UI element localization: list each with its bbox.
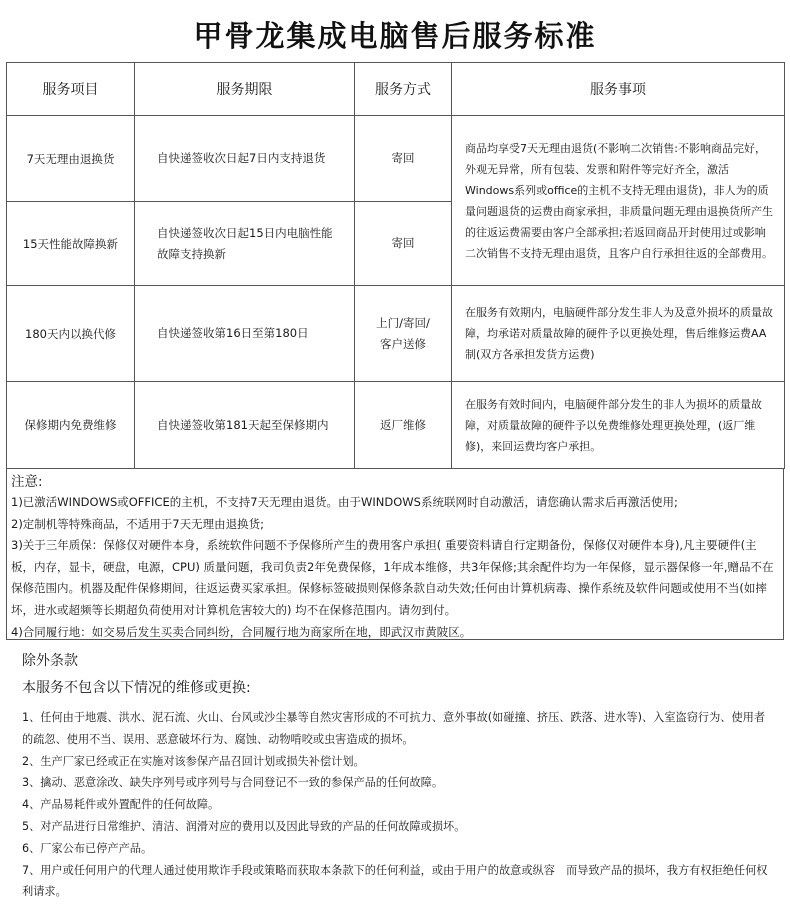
notice-item: 4)合同履行地：如交易后发生买卖合同纠纷，合同履行地为商家所在地，即武汉市黄陂区。 <box>11 624 472 639</box>
notice-item: 3)关于三年质保：保修仅对硬件本身，系统软件问题不予保修所产生的费用客户承担( 重要资料请自行定期备份，保修仅对硬件本身),凡主要硬件(主板，内存，显卡，硬盘，电源，CPU) 质量问题，我司负责2年免费保修，1年成本维修，共3年保修;其余配件均为一年保修，显示器保修一年,赠品不在保修范围内。机器及配件保修期间，往返运费买家承担。保修标签破损则保修条款自动失效;任何由计算机病毒、操作系统及软件问题或使用不当(如摔坏，进水或超频等长期超负荷使用对计算机危害较大的) 均不在保修范围内。请勿到付。 <box>11 538 774 617</box>
exclusion-item: 1、任何由于地震、洪水、泥石流、火山、台风或沙尘暴等自然灾害形成的不可抗力、意外事故(如碰撞、挤压、跌落、进水等)、入室盗窃行为、使用者的疏忽、使用不当、误用、恶意破坏行为、腐蚀、动物啃咬或虫害造成的损坏。 <box>22 711 766 746</box>
row-item: 保修期内免费维修 <box>7 382 135 469</box>
header-service-item: 服务项目 <box>7 63 135 116</box>
exclusion-item: 6、厂家公布已停产产品。 <box>22 841 153 855</box>
row-period: 自快递签收次日起7日内支持退货 <box>135 116 355 202</box>
exclusions-subtitle: 本服务不包含以下情况的维修或更换: <box>22 680 251 696</box>
exclusion-item: 4、产品易耗件或外置配件的任何故障。 <box>22 798 220 812</box>
table-row <box>7 116 785 202</box>
table-row <box>7 382 785 469</box>
exclusion-item: 7、用户或任何用户的代理人通过使用欺诈手段或策略而获取本条款下的任何利益，或由于用户的故意或纵容 而导致产品的损坏，我方有权拒绝任何权利请求。 <box>22 863 768 899</box>
exclusions-section <box>22 650 774 903</box>
row-method: 寄回 <box>355 202 452 286</box>
header-service-method: 服务方式 <box>355 63 452 116</box>
row-notes: 商品均享受7天无理由退货(不影响二次销售:不影响商品完好，外观无异常，所有包装、发票和附件等完好齐全，激活Windows系列或office的主机不支持无理由退货)，非人为的质量问题退货的运费由商家承担，非质量问题无理由退换货所产生的往返运费需要由客户全部承担;若返回商品开封使用过或影响二次销售不支持无理由退货，且客户自行承担往返的全部费用。 <box>452 116 785 286</box>
table-header-row <box>7 63 785 116</box>
notice-item: 2)定制机等特殊商品，不适用于7天无理由退换货; <box>11 516 264 531</box>
row-period: 自快递签收第16日至第180日 <box>135 286 355 382</box>
row-notes: 在服务有效时间内，电脑硬件部分发生的非人为损坏的质量故障，对质量故障的硬件予以免费维修处理更换处理，(返厂维修)，来回运费均客户承担。 <box>452 382 785 469</box>
notice-item: 1)已激活WINDOWS或OFFICE的主机，不支持7天无理由退货。由于WINDOWS系统联网时自动激活，请您确认需求后再激活使用; <box>11 495 678 509</box>
table-row <box>7 286 785 382</box>
service-table <box>6 62 785 469</box>
header-service-notes: 服务事项 <box>452 63 785 116</box>
row-item: 180天内以换代修 <box>7 286 135 382</box>
row-item: 15天性能故障换新 <box>7 202 135 286</box>
page-title: 甲骨龙集成电脑售后服务标准 <box>193 19 597 53</box>
row-period: 自快递签收第181天起至保修期内 <box>135 382 355 469</box>
exclusion-item: 2、生产厂家已经或正在实施对该参保产品召回计划或损失补偿计划。 <box>22 754 365 768</box>
exclusion-item: 5、对产品进行日常维护、清洁、润滑对应的费用以及因此导致的产品的任何故障或损坏。 <box>22 819 466 833</box>
row-method: 寄回 <box>355 116 452 202</box>
exclusion-item: 3、擒动、恶意涂改、缺失序列号或序列号与合同登记不一致的参保产品的任何故障。 <box>22 776 444 790</box>
row-period: 自快递签收次日起15日内电脑性能故障支持换新 <box>135 202 355 286</box>
row-item: 7天无理由退换货 <box>7 116 135 202</box>
exclusions-title: 除外条款 <box>22 653 78 669</box>
row-method: 上门/寄回/客户送修 <box>355 286 452 382</box>
row-method: 返厂维修 <box>355 382 452 469</box>
notice-heading: 注意: <box>11 474 43 490</box>
notice-box <box>6 468 784 640</box>
header-service-period: 服务期限 <box>135 63 355 116</box>
row-notes: 在服务有效期内，电脑硬件部分发生非人为及意外损坏的质量故障，均承诺对质量故障的硬件予以更换处理，售后维修运费AA制(双方各承担发货方运费) <box>452 286 785 382</box>
